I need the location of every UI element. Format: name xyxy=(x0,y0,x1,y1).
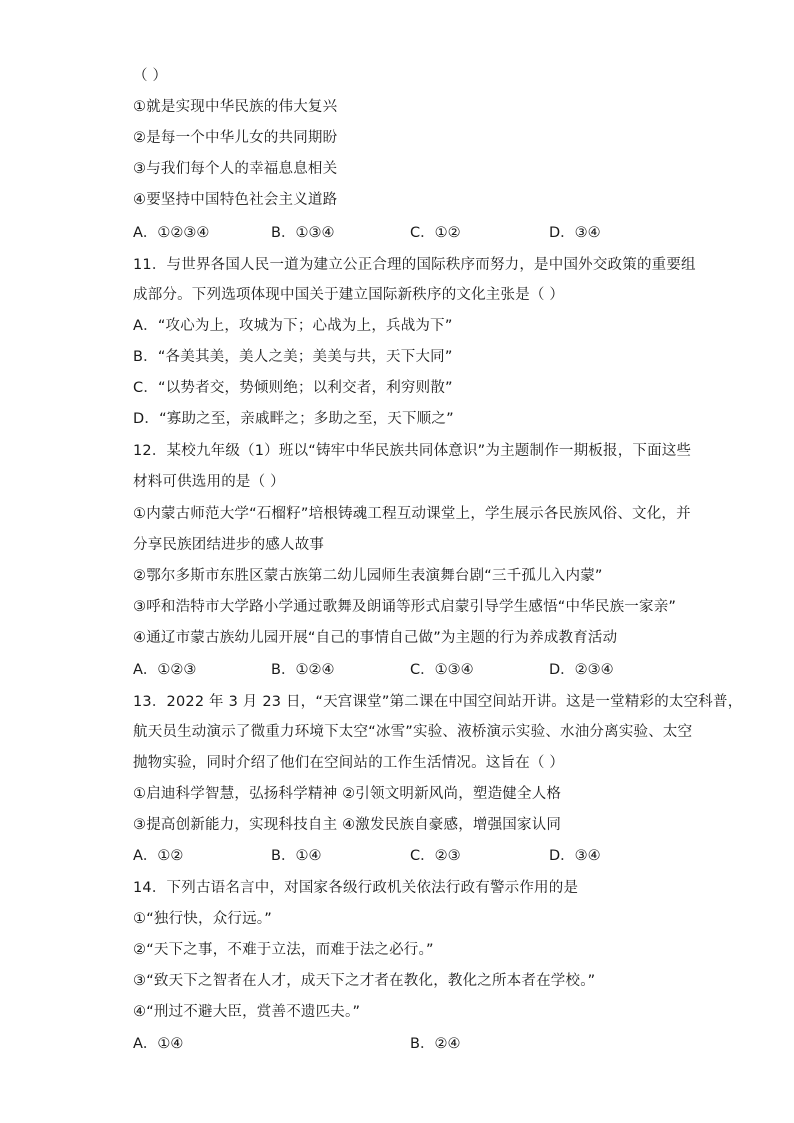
q14-stem: 14．下列古语名言中，对国家各级行政机关依法行政有警示作用的是 xyxy=(133,880,579,896)
q14-option-a: A．①④ xyxy=(133,1036,184,1052)
q13-items-2: ③提高创新能力，实现科技自主 ④激发民族自豪感，增强国家认同 xyxy=(133,817,562,833)
q12-item-1a: ①内蒙古师范大学“石榴籽”培根铸魂工程互动课堂上，学生展示各民族风俗、文化，并 xyxy=(133,506,691,522)
q13-option-c: C．②③ xyxy=(410,848,461,864)
q14-item-2: ②“天下之事，不难于立法，而难于法之必行。” xyxy=(133,942,434,958)
q10-option-b: B．①③④ xyxy=(271,225,335,241)
q12-item-3: ③呼和浩特市大学路小学通过歌舞及朗诵等形式启蒙引导学生感悟“中华民族一家亲” xyxy=(133,599,677,615)
q12-option-a: A．①②③ xyxy=(133,662,197,678)
q10-item-2: ②是每一个中华儿女的共同期盼 xyxy=(133,130,338,146)
q10-item-3: ③与我们每个人的幸福息息相关 xyxy=(133,161,338,177)
q12-option-c: C．①③④ xyxy=(410,662,474,678)
q12-item-4: ④通辽市蒙古族幼儿园开展“自己的事情自己做”为主题的行为养成教育活动 xyxy=(133,630,618,646)
q12-item-2: ②鄂尔多斯市东胜区蒙古族第二幼儿园师生表演舞台剧“三千孤儿入内蒙” xyxy=(133,568,603,584)
q13-stem-1: 13．2022 年 3 月 23 日，“天宫课堂”第二课在中国空间站开讲。这是一堂精彩的太空科普， xyxy=(133,694,743,710)
q12-stem-1: 12．某校九年级（1）班以“铸牢中华民族共同体意识”为主题制作一期板报，下面这些 xyxy=(133,443,692,459)
q11-option-d: D．“寡助之至，亲戚畔之；多助之至，天下顺之” xyxy=(133,411,454,427)
q13-items-1: ①启迪科学智慧，弘扬科学精神 ②引领文明新风尚，塑造健全人格 xyxy=(133,786,562,802)
q12-item-1b: 分享民族团结进步的感人故事 xyxy=(133,537,325,553)
q14-item-1: ①“独行快，众行远。” xyxy=(133,911,272,927)
q12-stem-2: 材料可供选用的是（ ） xyxy=(133,474,285,490)
q13-stem-2: 航天员生动演示了微重力环境下太空“冰雪”实验、液桥演示实验、水油分离实验、太空 xyxy=(133,724,693,740)
q13-option-b: B．①④ xyxy=(271,848,322,864)
q14-option-b: B．②④ xyxy=(410,1036,461,1052)
q10-paren: （ ） xyxy=(133,68,168,84)
q10-item-4: ④要坚持中国特色社会主义道路 xyxy=(133,192,338,208)
q12-option-d: D．②③④ xyxy=(549,662,614,678)
q13-option-a: A．①② xyxy=(133,848,184,864)
q10-option-a: A．①②③④ xyxy=(133,225,210,241)
q11-stem-1: 11．与世界各国人民一道为建立公正合理的国际秩序而努力，是中国外交政策的重要组 xyxy=(133,257,696,273)
q10-option-c: C．①② xyxy=(410,225,461,241)
q11-option-c: C．“以势者交，势倾则绝；以利交者，利穷则散” xyxy=(133,380,453,396)
q13-stem-3: 抛物实验，同时介绍了他们在空间站的工作生活情况。这旨在（ ） xyxy=(133,755,565,771)
q10-option-d: D．③④ xyxy=(549,225,601,241)
q10-item-1: ①就是实现中华民族的伟大复兴 xyxy=(133,99,338,115)
q14-item-3: ③“致天下之智者在人才，成天下之才者在教化，教化之所本者在学校。” xyxy=(133,973,596,989)
q11-stem-2: 成部分。下列选项体现中国关于建立国际新秩序的文化主张是（ ） xyxy=(133,287,565,303)
q11-option-b: B．“各美其美，美人之美；美美与共，天下大同” xyxy=(133,349,453,365)
q14-item-4: ④“刑过不避大臣，赏善不遗匹夫。” xyxy=(133,1004,361,1020)
q11-option-a: A．“攻心为上，攻城为下；心战为上，兵战为下” xyxy=(133,318,453,334)
q13-option-d: D．③④ xyxy=(549,848,601,864)
q12-option-b: B．①②④ xyxy=(271,662,335,678)
